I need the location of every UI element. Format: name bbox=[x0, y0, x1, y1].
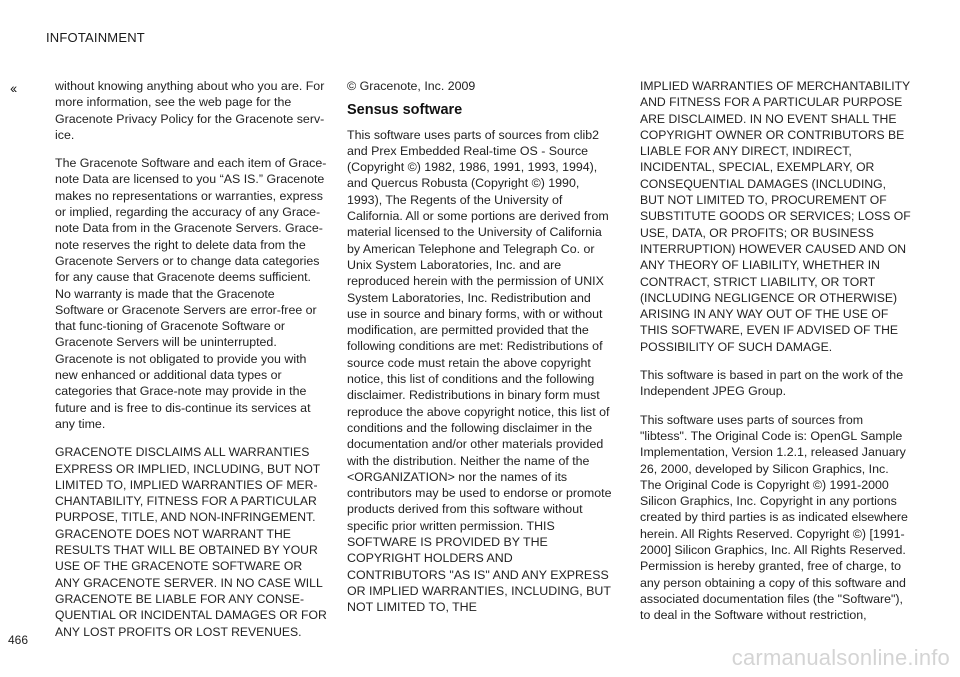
copyright-line: © Gracenote, Inc. 2009 bbox=[347, 79, 476, 93]
back-chevron-icon[interactable]: ‹‹ bbox=[10, 80, 16, 96]
paragraph: The Gracenote Software and each item of Grace-note Data are licensed to you “AS IS.” Gracenote makes no representations or warranties, express or implied, regarding the accuracy of any Grace-note Data from in the Gracenote Servers. Grace-note reserves the right to delete data from the Gracenote Servers or to change data categories for any cause that Gracenote deems sufficient. No warranty is made that the Gracenote Software or Gracenote Servers are error-free or that func-tioning of Gracenote Software or Gracenote Servers will be uninterrupted. Gracenote is not obligated to provide you with new enhanced or additional data types or categories that Grace-note may provide in the future and is free to dis-continue its services at any time. bbox=[55, 156, 327, 431]
section-heading: Sensus software bbox=[347, 102, 463, 119]
paragraph: This software uses parts of sources from "libtess". The Original Code is: OpenGL Sample Implementation, Version 1.2.1, released January 26, 2000, developed by Silicon Graphics, Inc. The Original Code is Copyright ©) 1991-2000 Silicon Graphics, Inc. Copyright in any portions created by third parties is as indicated elsewhere herein. All Rights Reserved. Copyright ©) [1991-2000] Silicon Graphics, Inc. All Rights Reserved. Permission is hereby granted, free of charge, to any person obtaining a copy of this software and associated documentation files (the "Software"), to deal in the Software without restriction, bbox=[640, 412, 908, 623]
paragraph: This software is based in part on the work of the Independent JPEG Group. bbox=[640, 368, 904, 399]
paragraph: without knowing anything about who you are. For more information, see the web page for the Gracenote Privacy Policy for the Gracenote serv-ice. bbox=[55, 79, 325, 142]
disclaimer-paragraph: IMPLIED WARRANTIES OF MERCHANTABILITY AND FITNESS FOR A PARTICULAR PURPOSE ARE DISCLAIMED. IN NO EVENT SHALL THE COPYRIGHT OWNER OR CONTRIBUTORS BE LIABLE FOR ANY DIRECT, INDIRECT, INCIDENTAL, SPECIAL, EXEMPLARY, OR CONSEQUENTIAL DAMAGES (INCLUDING, BUT NOT LIMITED TO, PROCUREMENT OF SUBSTITUTE GOODS OR SERVICES; LOSS OF USE, DATA, OR PROFITS; OR BUSINESS INTERRUPTION) HOWEVER CAUSED AND ON ANY THEORY OF LIABILITY, WHETHER IN CONTRACT, STRICT LIABILITY, OR TORT (INCLUDING NEGLIGENCE OR OTHERWISE) ARISING IN ANY WAY OUT OF THE USE OF THIS SOFTWARE, EVEN IF ADVISED OF THE POSSIBILITY OF SUCH DAMAGE. bbox=[640, 79, 911, 354]
column-left bbox=[55, 78, 327, 652]
section-header: INFOTAINMENT bbox=[46, 30, 145, 45]
page-number: 466 bbox=[8, 633, 29, 647]
paragraph: This software uses parts of sources from clib2 and Prex Embedded Real-time OS - Source (Copyright ©) 1982, 1986, 1991, 1993, 1994), and Quercus Robusta (Copyright ©) 1990, 1993), The Regents of the University of California. All or some portions are derived from material licensed to the University of California by American Telephone and Telegraph Co. or Unix System Laboratories, Inc. and are reproduced herein with the permission of UNIX System Laboratories, Inc. Redistribution and use in source and binary forms, with or without modification, are permitted provided that the following conditions are met: Redistributions of source code must retain the above copyright notice, this list of conditions and the following disclaimer. Redistributions in binary form must reproduce the above copyright notice, this list of conditions and the following disclaimer in the documentation and/or other materials provided with the distribution. Neither the name of the <ORGANIZATION> nor the names of its contributors may be used to endorse or promote products derived from this software without specific prior written permission. THIS SOFTWARE IS PROVIDED BY THE COPYRIGHT HOLDERS AND CONTRIBUTORS "AS IS" AND ANY EXPRESS OR IMPLIED WARRANTIES, INCLUDING, BUT NOT LIMITED TO, THE bbox=[347, 127, 612, 615]
column-middle bbox=[347, 78, 612, 628]
column-right bbox=[640, 78, 912, 636]
disclaimer-paragraph: GRACENOTE DISCLAIMS ALL WARRANTIES EXPRESS OR IMPLIED, INCLUDING, BUT NOT LIMITED TO, IMPLIED WARRANTIES OF MER-CHANTABILITY, FITNESS FOR A PARTICULAR PURPOSE, TITLE, AND NON-INFRINGEMENT. GRACENOTE DOES NOT WARRANT THE RESULTS THAT WILL BE OBTAINED BY YOUR USE OF THE GRACENOTE SOFTWARE OR ANY GRACENOTE SERVER. IN NO CASE WILL GRACENOTE BE LIABLE FOR ANY CONSE-QUENTIAL OR INCIDENTAL DAMAGES OR FOR ANY LOST PROFITS OR LOST REVENUES. bbox=[55, 445, 327, 639]
watermark: carmanualsonline.info bbox=[731, 645, 950, 670]
